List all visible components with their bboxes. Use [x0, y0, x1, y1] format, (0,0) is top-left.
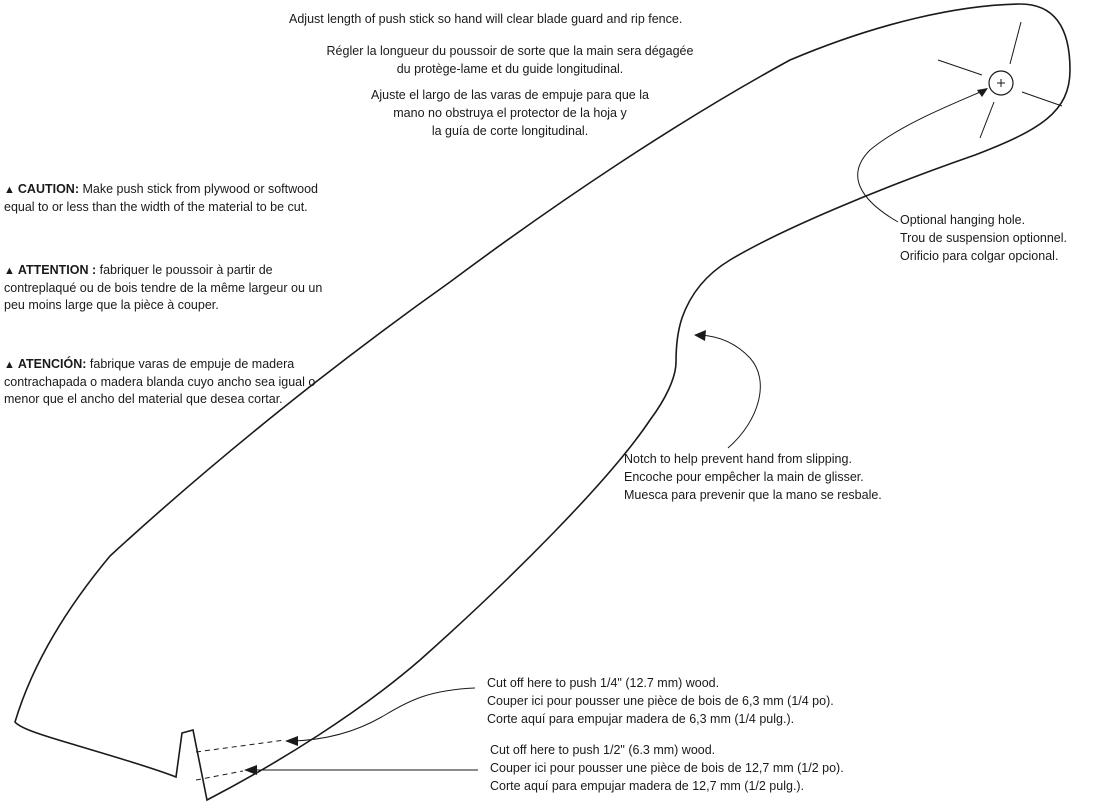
cut-quarter-callout [487, 674, 834, 728]
notch-callout [624, 450, 882, 504]
cut-quarter-es: Corte aquí para empujar madera de 6,3 mm (1/4 pulg.). [487, 712, 795, 726]
notch-es: Muesca para prevenir que la mano se resbale. [624, 488, 882, 502]
top-note-fr-line2: du protège-lame et du guide longitudinal. [396, 62, 624, 76]
hole-mark-e [1022, 92, 1062, 106]
cut-quarter-leader [292, 688, 475, 741]
top-note-en: Adjust length of push stick so hand will clear blade guard and rip fence. [289, 12, 683, 26]
hole-mark-n [1010, 22, 1021, 64]
notch-leader [700, 335, 760, 448]
caution-en [4, 181, 339, 216]
caution-label: CAUTION: [17, 182, 79, 196]
warning-triangle-icon: ▲ [4, 359, 15, 371]
hanging-hole-fr: Trou de suspension optionnel. [900, 231, 1068, 245]
caution-label: ATTENTION : [17, 263, 97, 277]
cut-quarter-fr: Couper ici pour pousser une pièce de bois de 6,3 mm (1/4 po). [487, 694, 834, 708]
cut-half-en: Cut off here to push 1/2" (6.3 mm) wood. [490, 743, 716, 757]
cut-quarter-en: Cut off here to push 1/4" (12.7 mm) wood. [487, 676, 720, 690]
top-note-es [345, 86, 675, 140]
warning-triangle-icon: ▲ [4, 265, 15, 277]
notch-en: Notch to help prevent hand from slipping. [624, 452, 852, 466]
hole-mark-s [980, 102, 994, 138]
top-note-es-line2: mano no obstruya el protector de la hoja y [393, 106, 627, 120]
warning-triangle-icon: ▲ [4, 184, 15, 196]
cut-line-quarter [196, 740, 285, 752]
top-note-es-line1: Ajuste el largo de las varas de empuje para que la [371, 88, 649, 102]
hanging-hole-en: Optional hanging hole. [900, 213, 1026, 227]
cut-half-callout [490, 741, 844, 795]
caution-text: fabriquer le poussoir à partir de contreplaqué ou de bois tendre de la même largeur ou un peu moins large que la pièce à couper. [4, 263, 323, 312]
cut-half-fr: Couper ici pour pousser une pièce de bois de 12,7 mm (1/2 po). [490, 761, 844, 775]
top-note-fr [290, 42, 730, 78]
top-note-fr-line1: Régler la longueur du poussoir de sorte que la main sera dégagée [326, 44, 694, 58]
hole-mark-w [938, 60, 982, 75]
caution-fr [4, 262, 339, 314]
cut-half-es: Corte aquí para empujar madera de 12,7 mm (1/2 pulg.). [490, 779, 805, 793]
caution-label: ATENCIÓN: [17, 357, 87, 371]
caution-es [4, 356, 339, 408]
notch-fr: Encoche pour empêcher la main de glisser. [624, 470, 864, 484]
top-note-es-line3: la guía de corte longitudinal. [431, 124, 589, 138]
hanging-hole-callout [900, 211, 1067, 265]
caution-text: Make push stick from plywood or softwood equal to or less than the width of the material to be cut. [4, 182, 319, 214]
hanging-hole-es: Orificio para colgar opcional. [900, 249, 1059, 263]
hanging-hole-leader [858, 90, 985, 222]
caution-text: fabrique varas de empuje de madera contrachapada o madera blanda cuyo ancho sea igual o menor que el ancho del material que desea cortar. [4, 357, 316, 406]
